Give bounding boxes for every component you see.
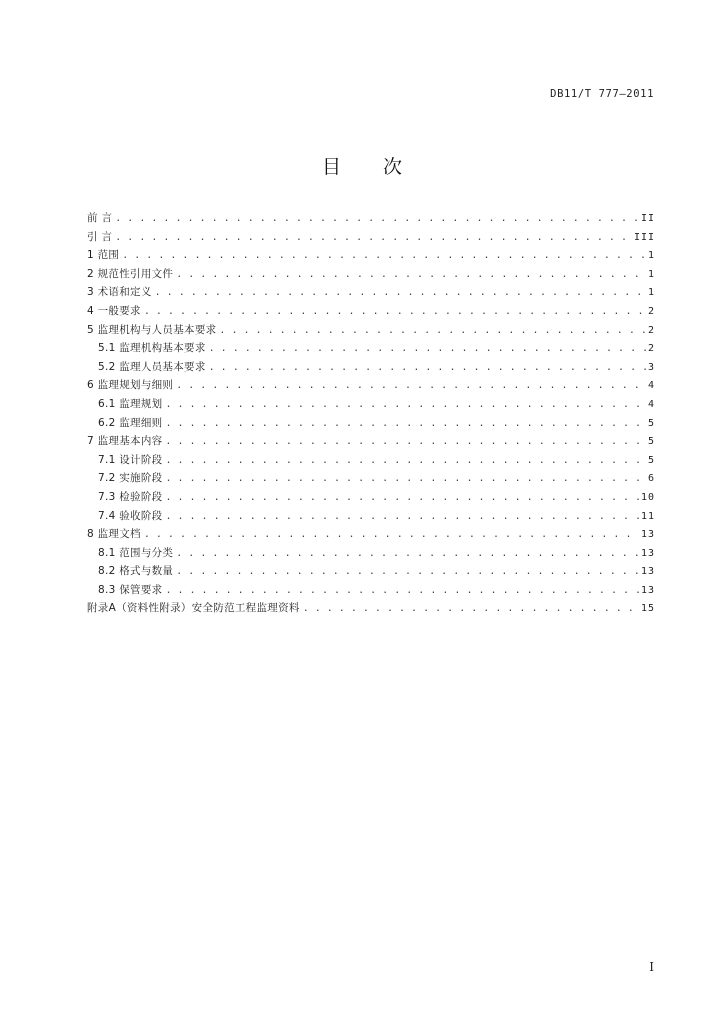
toc-entry-page: 4: [647, 398, 655, 410]
toc-entry[interactable]: [87, 228, 655, 247]
toc-entry-page: 15: [640, 603, 655, 615]
toc-entry-page: 2: [647, 305, 655, 317]
toc-entry-label: 6.2 监理细则: [98, 416, 163, 429]
toc-dot-leader: [209, 340, 646, 359]
toc-dot-leader: [115, 210, 639, 229]
page-number: I: [649, 960, 654, 974]
toc-dot-leader: [165, 396, 646, 415]
toc-entry[interactable]: [87, 246, 655, 265]
document-code: DB11/T 777—2011: [550, 88, 654, 100]
toc-entry[interactable]: [87, 507, 655, 526]
toc-dot-leader: [122, 247, 646, 266]
toc-entry-page: 13: [640, 547, 655, 559]
toc-title: 目 次: [321, 156, 421, 178]
toc-dot-leader: [176, 563, 639, 582]
toc-entry-page: 4: [647, 380, 655, 392]
toc-entry-page: II: [640, 213, 655, 224]
toc-entry[interactable]: [87, 339, 655, 358]
toc-entry-page: 3: [647, 361, 655, 373]
toc-dot-leader: [144, 303, 646, 322]
toc-dot-leader: [155, 284, 646, 303]
toc-entry-page: 5: [647, 417, 655, 429]
toc-dot-leader: [219, 322, 646, 341]
toc-entry-page: 5: [647, 436, 655, 448]
toc-dot-leader: [165, 489, 639, 508]
toc-entry[interactable]: [87, 302, 655, 321]
toc-dot-leader: [176, 266, 646, 285]
toc-entry[interactable]: [87, 358, 655, 377]
toc-dot-leader: [165, 470, 646, 489]
toc-entry-page: 11: [640, 510, 655, 522]
toc-entry-page: 1: [647, 268, 655, 280]
toc-entry[interactable]: [87, 432, 655, 451]
toc-entry-page: 13: [640, 584, 655, 596]
toc-entry[interactable]: [87, 265, 655, 284]
toc-entry-label: 前 言: [87, 212, 113, 224]
toc-entry-label: 6 监理规划与细则: [87, 379, 174, 392]
toc-dot-leader: [303, 600, 639, 619]
toc-dot-leader: [165, 582, 639, 601]
toc-entry-page: 13: [640, 529, 655, 541]
toc-entry[interactable]: [87, 562, 655, 581]
toc-entry-page: 2: [647, 324, 655, 336]
toc-dot-leader: [144, 526, 639, 545]
toc-entry-page: 5: [647, 454, 655, 466]
toc-entry-label: 2 规范性引用文件: [87, 267, 174, 280]
toc-entry-label: 5 监理机构与人员基本要求: [87, 323, 217, 336]
toc-entry-label: 3 术语和定义: [87, 286, 152, 299]
toc-entry-label: 8.1 范围与分类: [98, 546, 174, 559]
toc-entry-label: 8.3 保管要求: [98, 583, 163, 596]
toc-entry-label: 附录A（资料性附录）安全防范工程监理资料: [87, 602, 300, 615]
toc-dot-leader: [209, 359, 646, 378]
toc-entry-label: 4 一般要求: [87, 304, 141, 317]
toc-entry-page: III: [633, 231, 655, 243]
toc-dot-leader: [176, 545, 639, 564]
toc-entry-label: 7.1 设计阶段: [98, 453, 163, 466]
toc-entry-label: 引 言: [87, 230, 113, 243]
toc-entry[interactable]: [87, 395, 655, 414]
toc-entry-label: 7.2 实施阶段: [98, 472, 163, 485]
toc-entry-label: 6.1 监理规划: [98, 397, 163, 410]
toc-dot-leader: [165, 508, 639, 527]
toc-entry[interactable]: [87, 488, 655, 507]
toc-entry-label: 5.1 监理机构基本要求: [98, 342, 206, 355]
toc-entry[interactable]: [87, 469, 655, 488]
toc-entry-label: 7.4 验收阶段: [98, 509, 163, 522]
toc-entry[interactable]: [87, 525, 655, 544]
toc-entry-label: 7 监理基本内容: [87, 435, 163, 448]
toc-entry[interactable]: [87, 581, 655, 600]
toc-entry-label: 7.3 检验阶段: [98, 490, 163, 503]
toc-entry[interactable]: [87, 414, 655, 433]
toc-entry-page: 6: [647, 473, 655, 485]
toc-entry-label: 5.2 监理人员基本要求: [98, 360, 206, 373]
toc-dot-leader: [165, 415, 646, 434]
toc-entry-page: 2: [647, 343, 655, 355]
toc-entry[interactable]: [87, 283, 655, 302]
toc-entry[interactable]: [87, 376, 655, 395]
toc-dot-leader: [115, 229, 632, 248]
toc-entry[interactable]: [87, 209, 655, 228]
toc-entry[interactable]: [87, 599, 655, 618]
toc-dot-leader: [165, 452, 646, 471]
toc-entry[interactable]: [87, 544, 655, 563]
toc-entry-label: 8.2 格式与数量: [98, 565, 174, 578]
toc-entry-label: 1 范围: [87, 249, 120, 262]
toc-entry-page: 13: [640, 566, 655, 578]
toc-dot-leader: [176, 377, 646, 396]
toc-entry-page: 1: [647, 287, 655, 299]
toc-entry-label: 8 监理文档: [87, 528, 141, 541]
toc-entry[interactable]: [87, 451, 655, 470]
toc-entry[interactable]: [87, 321, 655, 340]
table-of-contents: [87, 209, 655, 618]
toc-dot-leader: [165, 433, 646, 452]
toc-entry-page: 10: [640, 491, 655, 503]
toc-entry-page: 1: [647, 250, 655, 262]
